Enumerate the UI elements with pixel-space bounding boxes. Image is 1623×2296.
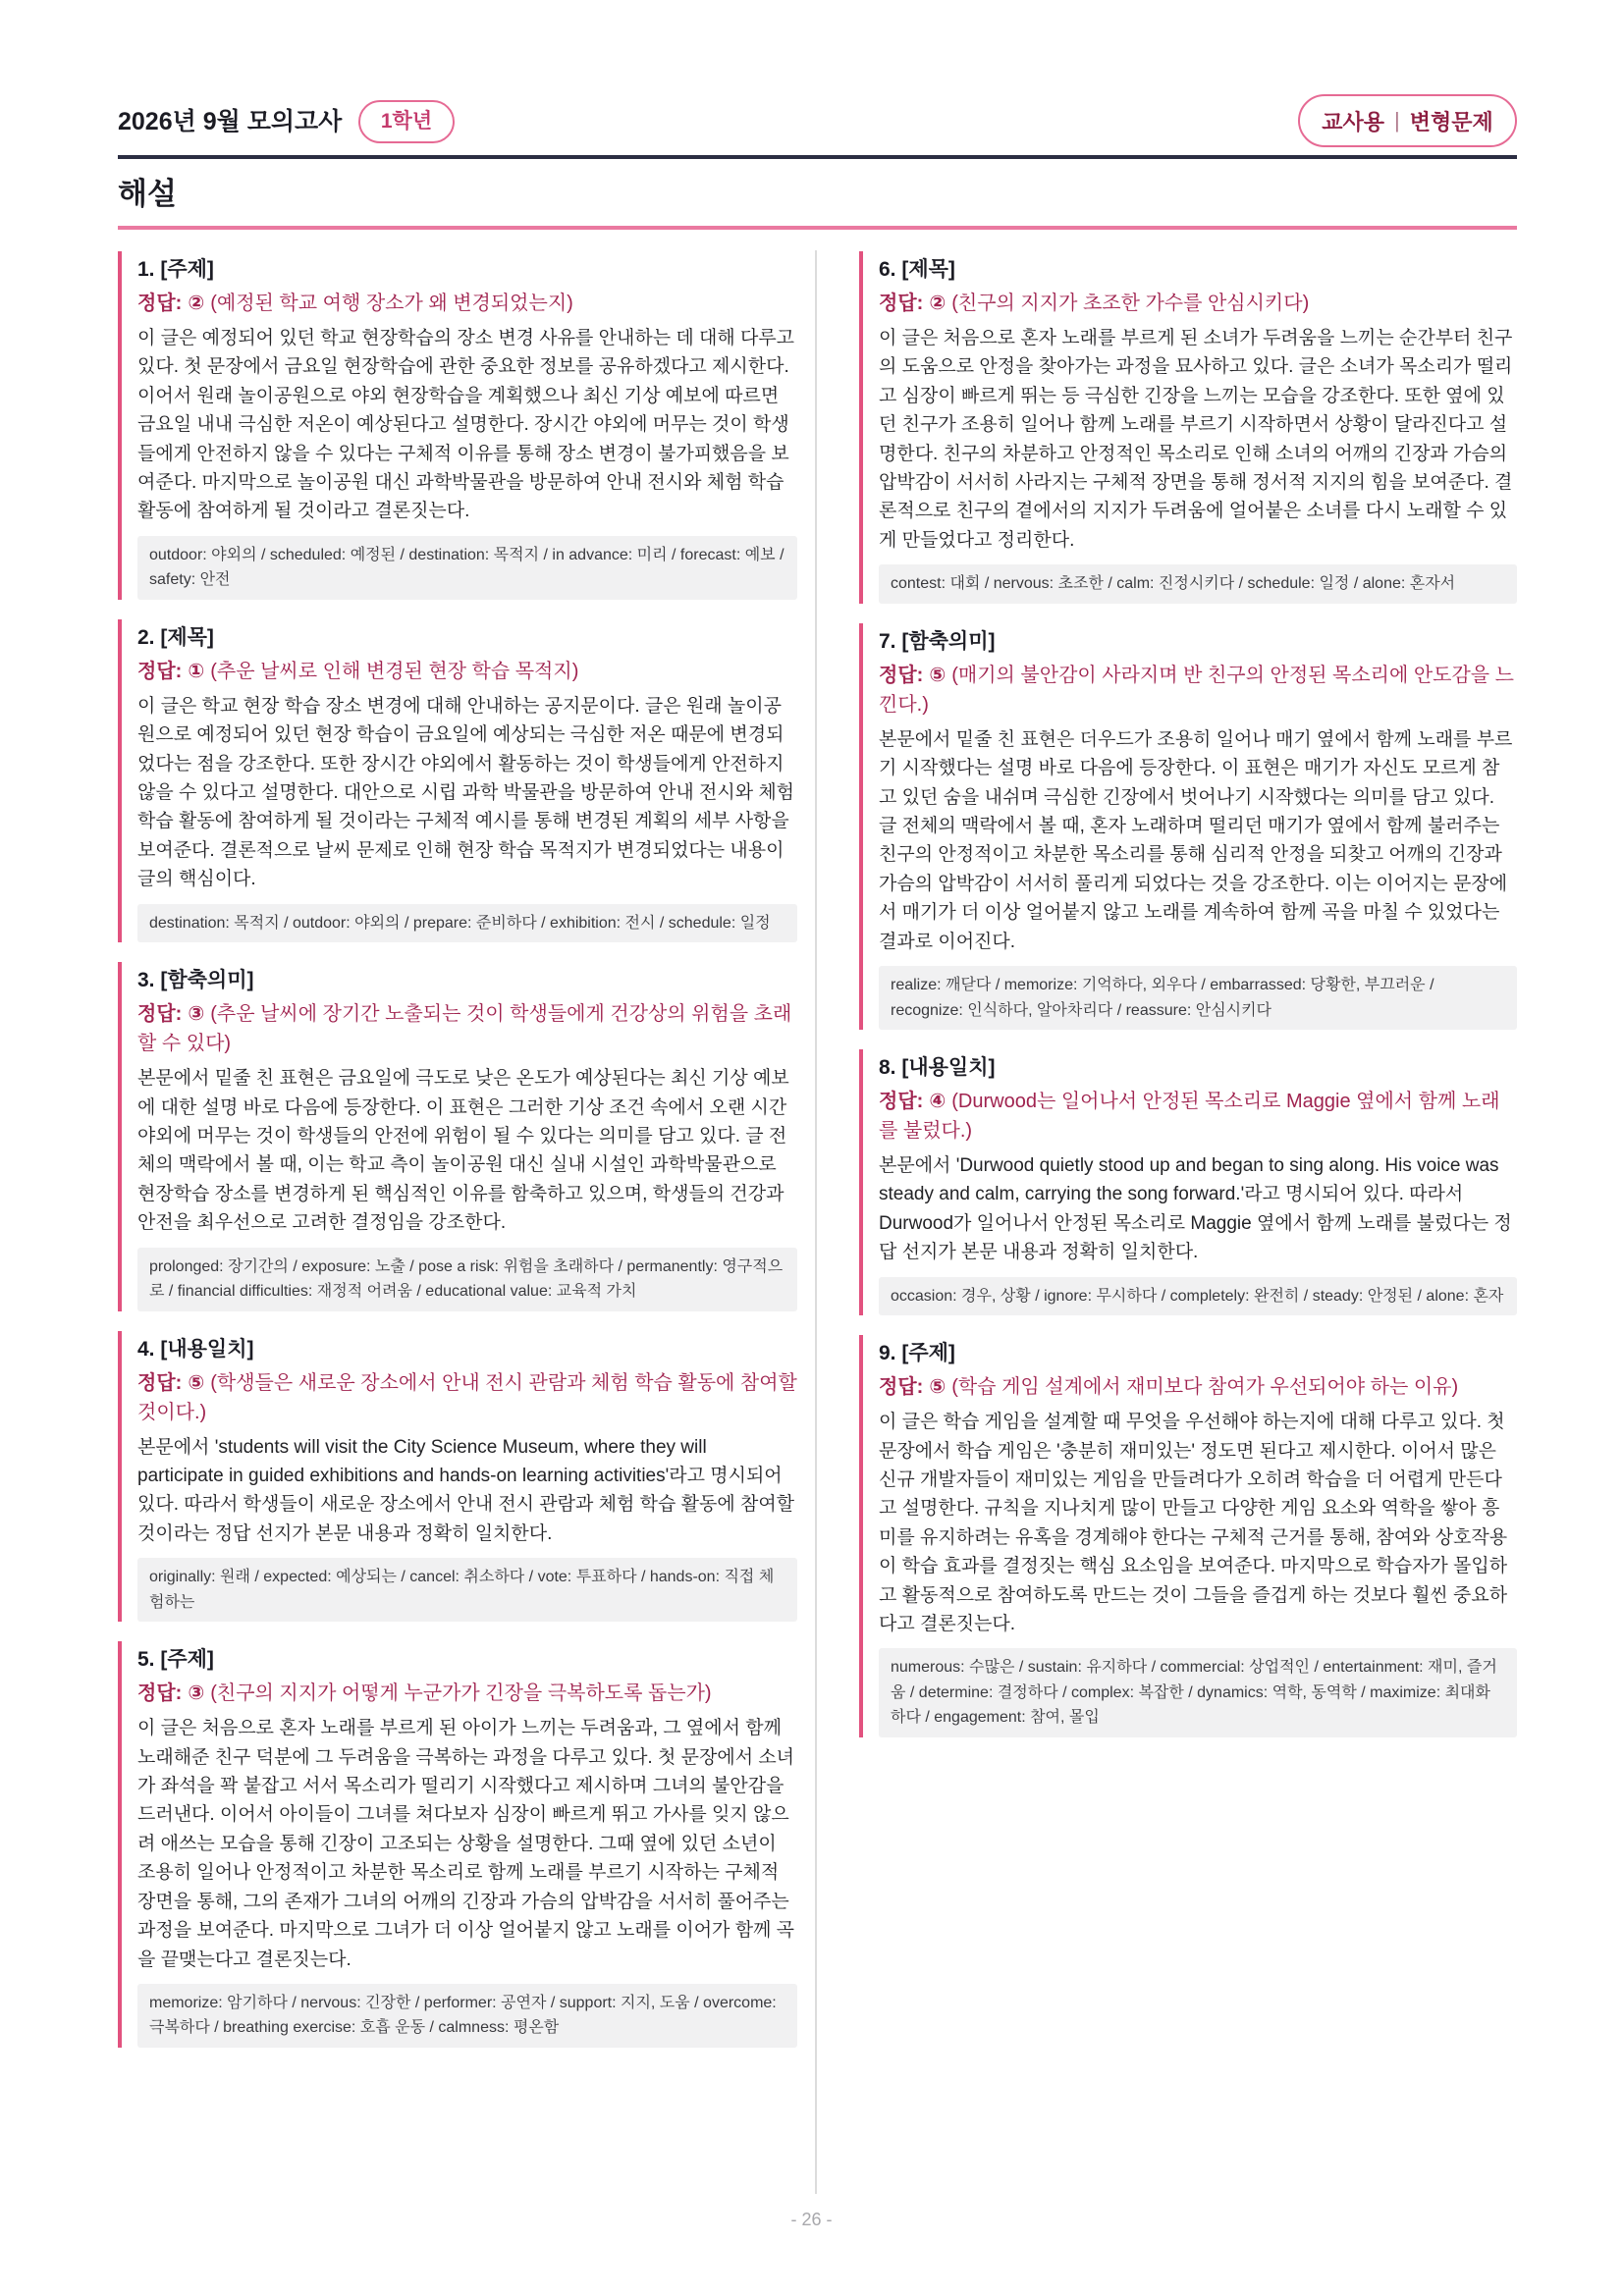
explanation-text: 본문에서 'Durwood quietly stood up and began to sing along. His voice was steady and calm, carrying the song forward.'라고 명시되어 있다. 따라서 Durwood가 일어나서 안정된 목소리로 Maggie 옆에서 함께 노래를 불렀다는 정답 선지가 본문 내용과 정확히 일치한다. [879,1155,1512,1263]
explanation-text: 이 글은 처음으로 혼자 노래를 부르게 된 소녀가 두려움을 느끼는 순간부터 친구의 도움으로 안정을 찾아가는 과정을 묘사하고 있다. 글은 소녀가 목소리가 떨리고 심장이 빠르게 뛰는 등 극심한 긴장을 느끼는 모습을 강조한다. 또한 옆에 있던 친구가 조용히 일어나 함께 노래를 부르기 시작하면서 상황이 달라진다고 설명한다. 친구의 차분하고 안정적인 목소리로 인해 소녀의 어깨의 긴장과 가슴의 압박감이 서서히 사라지는 구체적 장면을 통해 정서적 지지의 힘을 보여준다. 결론적으로 친구의 곁에서의 지지가 두려움에 얼어붙은 소녀를 다시 노래할 수 있게 만들었다고 정리한다. [879,328,1513,551]
question-item [118,251,797,600]
question-heading: 6. [제목] [879,258,955,281]
vocab-box: destination: 목적지 / outdoor: 야외의 / prepare: 준비하다 / exhibition: 전시 / schedule: 일정 [137,904,797,943]
answer-line [879,1372,1517,1402]
answer-choice: ⑤ [929,1376,947,1399]
answer-line [137,1679,797,1708]
left-column [118,251,797,2067]
answer-line [137,657,797,686]
vocab-box: memorize: 암기하다 / nervous: 긴장한 / performer: 공연자 / support: 지지, 도움 / overcome: 극복하다 / breathing exercise: 호흡 운동 / calmness: 평온함 [137,1984,797,2048]
answer-line [879,1087,1517,1146]
exam-title: 2026년 9월 모의고사 [118,108,343,135]
answer-text: (학습 게임 설계에서 재미보다 참여가 우선되어야 하는 이유) [951,1376,1459,1399]
answer-line [137,1368,797,1427]
answer-text: (추운 날씨로 인해 변경된 현장 학습 목적지) [210,660,579,682]
answer-label: 정답: [879,1376,924,1399]
answer-label: 정답: [879,1091,924,1112]
edition-badge-right: 변형문제 [1409,109,1493,134]
answer-choice: ④ [929,1091,947,1112]
answer-choice: ② [929,293,947,314]
section-title: 해설 [118,177,177,211]
question-item [859,251,1517,604]
question-heading: 3. [함축의미] [137,969,254,992]
question-heading: 4. [내용일치] [137,1337,254,1361]
vocab-box: numerous: 수많은 / sustain: 유지하다 / commercial: 상업적인 / entertainment: 재미, 즐거움 / determine: 결정하다 / complex: 복잡한 / dynamics: 역학, 동역학 / maximize: 최대화하다 / engagement: 참여, 몰입 [879,1648,1517,1737]
edition-badge-separator: | [1394,108,1400,133]
section-rule [118,226,1517,230]
answer-choice: ① [188,660,205,682]
edition-badge-left: 교사용 [1322,109,1385,134]
question-heading: 8. [내용일치] [879,1056,996,1079]
right-column [859,251,1517,1757]
question-heading: 7. [함축의미] [879,629,996,653]
answer-line [879,661,1517,720]
answer-choice: ③ [188,1003,205,1026]
answer-label: 정답: [137,293,183,314]
vocab-box: originally: 원래 / expected: 예상되는 / cancel: 취소하다 / vote: 투표하다 / hands-on: 직접 체험하는 [137,1558,797,1622]
question-heading: 9. [주제] [879,1342,955,1365]
answer-line [137,289,797,318]
answer-text: (Durwood는 일어나서 안정된 목소리로 Maggie 옆에서 함께 노래를 불렀다.) [879,1091,1500,1142]
explanation-text: 이 글은 학습 게임을 설계할 때 무엇을 우선해야 하는지에 대해 다루고 있다. 첫 문장에서 학습 게임은 '충분히 재미있는' 정도면 된다고 제시한다. 이어서 많은 신규 개발자들이 재미있는 게임을 만들려다가 오히려 학습을 더 어렵게 만든다고 설명한다. 규칙을 지나치게 많이 만들고 다양한 게임 요소와 역학을 쌓아 흥미를 유지하려는 유혹을 경계해야 한다는 구체적 근거를 통해, 참여와 상호작용이 학습 효과를 결정짓는 핵심 요소임을 보여준다. 마지막으로 학습자가 몰입하고 활동적으로 참여하도록 만드는 것이 그들을 즐겁게 하는 것보다 훨씬 중요하다고 결론짓는다. [879,1412,1508,1634]
explanation-text: 본문에서 밑줄 친 표현은 금요일에 극도로 낮은 온도가 예상된다는 최신 기상 예보에 대한 설명 바로 다음에 등장한다. 이 표현은 그러한 기상 조건 속에서 오랜 시간 야외에 머무는 것이 학생들의 안전에 위험이 될 수 있다는 의미를 담고 있다. 글 전체의 맥락에서 볼 때, 이는 학교 측이 놀이공원 대신 실내 시설인 과학박물관으로 현장학습 장소를 변경하게 된 핵심적인 이유를 함축하고 있으며, 학생들의 건강과 안전을 최우선으로 고려한 결정임을 강조한다. [137,1068,789,1234]
question-item [859,1049,1517,1315]
answer-label: 정답: [137,1003,183,1026]
vocab-box: realize: 깨닫다 / memorize: 기억하다, 외우다 / embarrassed: 당황한, 부끄러운 / recognize: 인식하다, 알아차리다 / reassure: 안심시키다 [879,966,1517,1030]
question-heading: 1. [주제] [137,258,214,281]
answer-label: 정답: [879,664,924,686]
answer-choice: ⑤ [929,664,947,686]
explanation-text: 이 글은 예정되어 있던 학교 현장학습의 장소 변경 사유를 안내하는 데 대해 다루고 있다. 첫 문장에서 금요일 현장학습에 관한 중요한 정보를 공유하겠다고 제시한다. 이어서 원래 놀이공원으로 야외 현장학습을 계획했으나 최신 기상 예보에 따르면 금요일 내내 극심한 저온이 예상된다고 설명한다. 장시간 야외에 머무는 것이 학생들에게 안전하지 않을 수 있다는 구체적 이유를 통해 장소 변경이 불가피했음을 보여준다. 마지막으로 놀이공원 대신 과학박물관을 방문하여 안내 전시와 체험 학습 활동에 참여하게 될 것이라고 결론짓는다. [137,328,795,522]
answer-line [879,289,1517,318]
header-rule [118,155,1517,159]
answer-text: (추운 날씨에 장기간 노출되는 것이 학생들에게 건강상의 위험을 초래할 수 있다) [137,1003,792,1055]
answer-text: (매기의 불안감이 사라지며 반 친구의 안정된 목소리에 안도감을 느낀다.) [879,664,1515,716]
edition-badge [1298,94,1517,147]
question-heading: 2. [제목] [137,625,214,649]
answer-label: 정답: [137,1371,183,1394]
explanation-text: 이 글은 학교 현장 학습 장소 변경에 대해 안내하는 공지문이다. 글은 원래 놀이공원으로 예정되어 있던 현장 학습이 금요일에 예상되는 극심한 저온 때문에 변경되었다는 점을 강조한다. 또한 장시간 야외에서 활동하는 것이 학생들에게 안전하지 않을 수 있다고 설명한다. 대안으로 시립 과학 박물관을 방문하여 안내 전시와 체험 학습 활동에 참여하게 될 것이라는 구체적 예시를 통해 변경된 계획의 세부 사항을 보여준다. 결론적으로 날씨 문제로 인해 현장 학습 목적지가 변경되었다는 내용이 글의 핵심이다. [137,695,795,890]
vocab-box: contest: 대회 / nervous: 초조한 / calm: 진정시키다 / schedule: 일정 / alone: 혼자서 [879,564,1517,604]
question-item [118,1641,797,2048]
question-heading: 5. [주제] [137,1648,214,1672]
explanation-text: 이 글은 처음으로 혼자 노래를 부르게 된 아이가 느끼는 두려움과, 그 옆에서 함께 노래해준 친구 덕분에 그 두려움을 극복하는 과정을 다루고 있다. 첫 문장에서 소녀가 좌석을 꽉 붙잡고 서서 목소리가 떨리기 시작했다고 제시하며 그녀의 불안감을 드러낸다. 이어서 아이들이 그녀를 쳐다보자 심장이 빠르게 뛰고 가사를 잊지 않으려 애쓰는 모습을 통해 긴장이 고조되는 상황을 설명한다. 그때 옆에 있던 소년이 조용히 일어나 안정적이고 차분한 목소리로 함께 노래를 부르기 시작하는 구체적 장면을 통해, 그의 존재가 그녀의 어깨의 긴장과 가슴의 압박감을 서서히 풀어주는 과정을 보여준다. 마지막으로 그녀가 더 이상 얼어붙지 않고 노래를 이어가 함께 곡을 끝맺는다고 결론짓는다. [137,1718,795,1970]
vocab-box: occasion: 경우, 상황 / ignore: 무시하다 / completely: 완전히 / steady: 안정된 / alone: 혼자 [879,1277,1517,1316]
vocab-box: prolonged: 장기간의 / exposure: 노출 / pose a risk: 위험을 초래하다 / permanently: 영구적으로 / financial difficulties: 재정적 어려움 / educational value: 교육적 가치 [137,1248,797,1311]
answer-label: 정답: [137,1682,183,1705]
question-item [118,619,797,942]
column-divider [815,250,817,2194]
answer-text: (학생들은 새로운 장소에서 안내 전시 관람과 체험 학습 활동에 참여할 것이다.) [137,1371,797,1423]
answer-choice: ⑤ [188,1371,205,1394]
answer-text: (친구의 지지가 어떻게 누군가가 긴장을 극복하도록 돕는가) [210,1682,712,1705]
vocab-box: outdoor: 야외의 / scheduled: 예정된 / destination: 목적지 / in advance: 미리 / forecast: 예보 / safety: 안전 [137,536,797,600]
question-item [859,623,1517,1030]
page-number: - 26 - [790,2210,833,2229]
answer-choice: ② [188,293,205,314]
answer-text: (친구의 지지가 초조한 가수를 안심시키다) [951,293,1310,314]
answer-label: 정답: [137,660,183,682]
answer-line [137,999,797,1058]
explanation-text: 본문에서 'students will visit the City Science Museum, where they will participate in guided exhibitions and hands-on learning activities'라고 명시되어 있다. 따라서 학생들이 새로운 장소에서 안내 전시 관람과 체험 학습 활동에 참여할 것이라는 정답 선지가 본문 내용과 정확히 일치한다. [137,1436,795,1544]
explanation-text: 본문에서 밑줄 친 표현은 더우드가 조용히 일어나 매기 옆에서 함께 노래를 부르기 시작했다는 설명 바로 다음에 등장한다. 이 표현은 매기가 자신도 모르게 참고 있던 숨을 내쉬며 극심한 긴장에서 벗어나기 시작했다는 의미를 담고 있다. 글 전체의 맥락에서 볼 때, 혼자 노래하며 떨리던 매기가 옆에서 함께 불러주는 친구의 안정적이고 차분한 목소리를 통해 심리적 안정을 되찾고 어깨의 긴장과 가슴의 압박감이 서서히 풀리게 되었다는 것을 강조한다. 이는 이어지는 문장에서 매기가 더 이상 얼어붙지 않고 노래를 계속하여 함께 곡을 마칠 수 있었다는 결과로 이어진다. [879,728,1513,952]
grade-badge: 1학년 [358,100,455,143]
question-item [118,962,797,1310]
answer-text: (예정된 학교 여행 장소가 왜 변경되었는지) [210,293,573,314]
answer-label: 정답: [879,293,924,314]
question-item [118,1331,797,1623]
answer-choice: ③ [188,1682,205,1705]
question-item [859,1335,1517,1737]
